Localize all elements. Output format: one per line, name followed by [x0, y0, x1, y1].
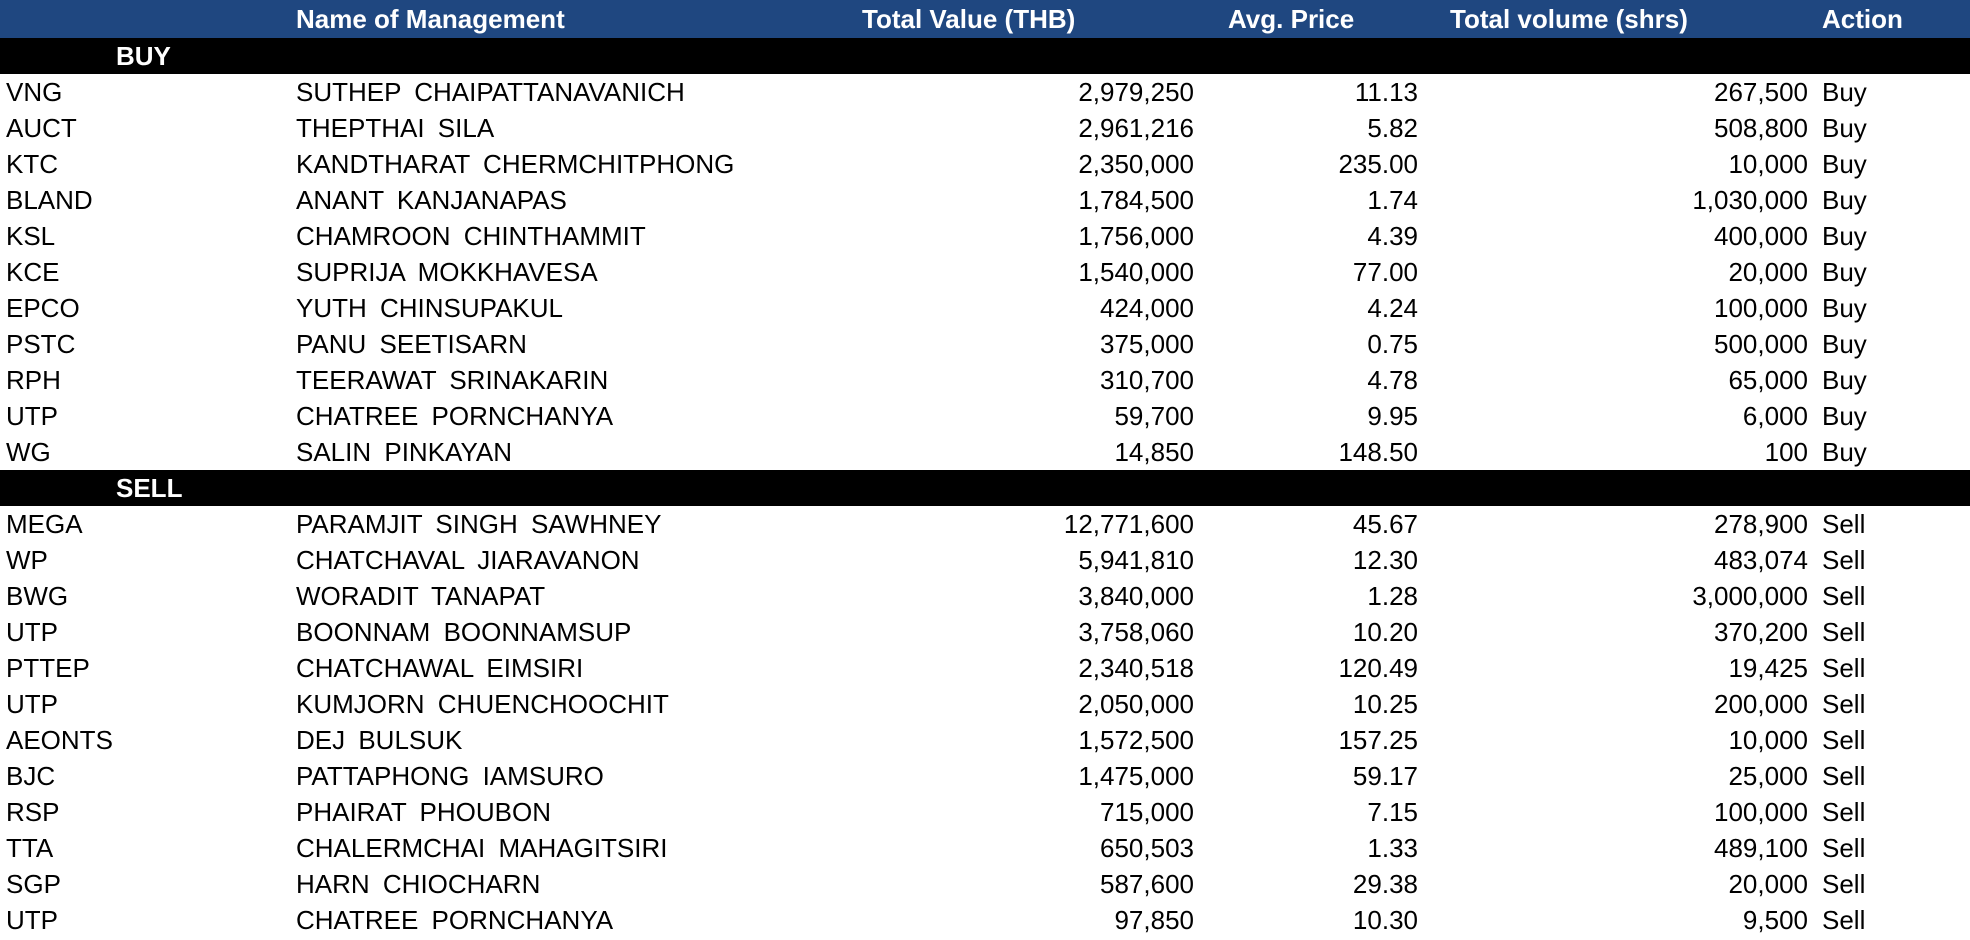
manager-name-cell: PATTAPHONG IAMSURO — [296, 760, 604, 791]
total-value-cell: 1,784,500 — [1078, 184, 1194, 215]
section-label-sell: SELL — [116, 472, 183, 503]
manager-name-cell: THEPTHAI SILA — [296, 112, 495, 143]
avg-price-cell: 1.74 — [1367, 184, 1418, 215]
ticker-cell: UTP — [6, 400, 58, 431]
avg-price-cell: 1.33 — [1367, 832, 1418, 863]
total-volume-cell: 500,000 — [1714, 328, 1808, 359]
total-value-cell: 375,000 — [1100, 328, 1194, 359]
avg-price-cell: 9.95 — [1367, 400, 1418, 431]
table-row — [0, 326, 1970, 362]
total-volume-cell: 10,000 — [1728, 724, 1808, 755]
table-row — [0, 434, 1970, 470]
table-row — [0, 290, 1970, 326]
action-cell: Buy — [1822, 328, 1867, 359]
total-volume-cell: 19,425 — [1728, 652, 1808, 683]
manager-name-cell: HARN CHIOCHARN — [296, 868, 541, 899]
total-volume-cell: 483,074 — [1714, 544, 1808, 575]
avg-price-cell: 77.00 — [1352, 256, 1418, 287]
table-row — [0, 902, 1970, 938]
total-value-cell: 3,840,000 — [1078, 580, 1194, 611]
action-cell: Buy — [1822, 400, 1867, 431]
ticker-cell: RPH — [6, 364, 61, 395]
total-volume-cell: 65,000 — [1728, 364, 1808, 395]
table-row — [0, 74, 1970, 110]
col-header-ticker — [0, 0, 296, 38]
action-cell: Sell — [1822, 652, 1866, 683]
avg-price-cell: 4.39 — [1367, 220, 1418, 251]
avg-price-cell: 10.30 — [1352, 904, 1418, 935]
section-label-buy: BUY — [116, 40, 171, 71]
action-cell: Buy — [1822, 292, 1867, 323]
avg-price-cell: 0.75 — [1367, 328, 1418, 359]
manager-name-cell: PANU SEETISARN — [296, 328, 527, 359]
total-volume-cell: 100 — [1764, 436, 1808, 467]
ticker-cell: WP — [6, 544, 48, 575]
total-volume-cell: 489,100 — [1714, 832, 1808, 863]
total-volume-cell: 3,000,000 — [1692, 580, 1808, 611]
manager-name-cell: SUPRIJA MOKKHAVESA — [296, 256, 598, 287]
ticker-cell: WG — [6, 436, 51, 467]
table-row — [0, 254, 1970, 290]
avg-price-cell: 4.24 — [1367, 292, 1418, 323]
ticker-cell: AEONTS — [6, 724, 113, 755]
ticker-cell: PSTC — [6, 328, 76, 359]
action-cell: Buy — [1822, 220, 1867, 251]
avg-price-cell: 45.67 — [1352, 508, 1418, 539]
total-value-cell: 1,475,000 — [1078, 760, 1194, 791]
total-volume-cell: 10,000 — [1728, 148, 1808, 179]
col-header-value: Total Value (THB) — [862, 3, 1076, 34]
action-cell: Sell — [1822, 616, 1866, 647]
table-row — [0, 686, 1970, 722]
total-volume-cell: 100,000 — [1714, 292, 1808, 323]
avg-price-cell: 11.13 — [1354, 76, 1418, 107]
avg-price-cell: 1.28 — [1367, 580, 1418, 611]
total-value-cell: 1,572,500 — [1078, 724, 1194, 755]
ticker-cell: AUCT — [6, 112, 77, 143]
total-volume-cell: 6,000 — [1742, 400, 1808, 431]
manager-name-cell: SUTHEP CHAIPATTANAVANICH — [296, 76, 685, 107]
ticker-cell: KTC — [6, 148, 58, 179]
table-row — [0, 542, 1970, 578]
total-volume-cell: 200,000 — [1714, 688, 1808, 719]
avg-price-cell: 148.50 — [1338, 436, 1418, 467]
action-cell: Sell — [1822, 544, 1866, 575]
total-volume-cell: 20,000 — [1728, 868, 1808, 899]
manager-name-cell: CHATREE PORNCHANYA — [296, 904, 614, 935]
ticker-cell: KSL — [6, 220, 56, 251]
manager-name-cell: CHATCHAWAL EIMSIRI — [296, 652, 584, 683]
total-volume-cell: 278,900 — [1714, 508, 1808, 539]
manager-name-cell: CHATCHAVAL JIARAVANON — [296, 544, 640, 575]
action-cell: Sell — [1822, 796, 1866, 827]
total-volume-cell: 100,000 — [1714, 796, 1808, 827]
table-row — [0, 722, 1970, 758]
total-value-cell: 14,850 — [1114, 436, 1194, 467]
total-value-cell: 2,961,216 — [1078, 112, 1194, 143]
total-volume-cell: 25,000 — [1728, 760, 1808, 791]
total-volume-cell: 370,200 — [1714, 616, 1808, 647]
ticker-cell: SGP — [6, 868, 61, 899]
total-value-cell: 2,050,000 — [1078, 688, 1194, 719]
ticker-cell: VNG — [6, 76, 63, 107]
header-row — [0, 0, 1970, 38]
col-header-price: Avg. Price — [1228, 3, 1355, 34]
ticker-cell: BJC — [6, 760, 56, 791]
action-cell: Buy — [1822, 76, 1867, 107]
manager-name-cell: ANANT KANJANAPAS — [296, 184, 567, 215]
section-row-sell — [0, 470, 1970, 506]
manager-name-cell: WORADIT TANAPAT — [296, 580, 546, 611]
avg-price-cell: 4.78 — [1367, 364, 1418, 395]
table-row — [0, 830, 1970, 866]
ticker-cell: BWG — [6, 580, 69, 611]
table-row — [0, 506, 1970, 542]
manager-name-cell: PHAIRAT PHOUBON — [296, 796, 551, 827]
total-value-cell: 97,850 — [1114, 904, 1194, 935]
total-value-cell: 1,756,000 — [1078, 220, 1194, 251]
ticker-cell: TTA — [6, 832, 54, 863]
avg-price-cell: 59.17 — [1352, 760, 1418, 791]
action-cell: Buy — [1822, 184, 1867, 215]
table-body — [0, 38, 1970, 938]
manager-name-cell: YUTH CHINSUPAKUL — [296, 292, 564, 323]
table-row — [0, 110, 1970, 146]
ticker-cell: MEGA — [6, 508, 83, 539]
avg-price-cell: 29.38 — [1352, 868, 1418, 899]
total-value-cell: 3,758,060 — [1078, 616, 1194, 647]
col-header-action: Action — [1822, 3, 1903, 34]
total-value-cell: 650,503 — [1100, 832, 1194, 863]
action-cell: Buy — [1822, 256, 1867, 287]
action-cell: Buy — [1822, 112, 1867, 143]
total-value-cell: 715,000 — [1100, 796, 1194, 827]
action-cell: Sell — [1822, 580, 1866, 611]
avg-price-cell: 10.25 — [1352, 688, 1418, 719]
action-cell: Buy — [1822, 148, 1867, 179]
col-header-volume: Total volume (shrs) — [1450, 3, 1688, 34]
table-row — [0, 794, 1970, 830]
section-row-buy — [0, 38, 1970, 74]
table-row — [0, 182, 1970, 218]
ticker-cell: UTP — [6, 688, 58, 719]
total-volume-cell: 1,030,000 — [1692, 184, 1808, 215]
manager-name-cell: CHATREE PORNCHANYA — [296, 400, 614, 431]
total-value-cell: 5,941,810 — [1078, 544, 1194, 575]
manager-name-cell: TEERAWAT SRINAKARIN — [296, 364, 609, 395]
avg-price-cell: 7.15 — [1367, 796, 1418, 827]
ticker-cell: PTTEP — [6, 652, 90, 683]
total-volume-cell: 400,000 — [1714, 220, 1808, 251]
avg-price-cell: 5.82 — [1367, 112, 1418, 143]
total-value-cell: 1,540,000 — [1078, 256, 1194, 287]
action-cell: Buy — [1822, 436, 1867, 467]
manager-name-cell: SALIN PINKAYAN — [296, 436, 512, 467]
action-cell: Sell — [1822, 724, 1866, 755]
manager-name-cell: BOONNAM BOONNAMSUP — [296, 616, 632, 647]
col-header-name: Name of Management — [296, 3, 565, 34]
total-volume-cell: 20,000 — [1728, 256, 1808, 287]
table-row — [0, 650, 1970, 686]
action-cell: Sell — [1822, 832, 1866, 863]
ticker-cell: UTP — [6, 616, 58, 647]
total-value-cell: 424,000 — [1100, 292, 1194, 323]
manager-name-cell: KUMJORN CHUENCHOOCHIT — [296, 688, 669, 719]
total-value-cell: 59,700 — [1114, 400, 1194, 431]
table-row — [0, 398, 1970, 434]
table-row — [0, 614, 1970, 650]
action-cell: Sell — [1822, 508, 1866, 539]
action-cell: Sell — [1822, 760, 1866, 791]
manager-name-cell: CHAMROON CHINTHAMMIT — [296, 220, 646, 251]
total-value-cell: 2,340,518 — [1078, 652, 1194, 683]
avg-price-cell: 12.30 — [1352, 544, 1418, 575]
manager-name-cell: KANDTHARAT CHERMCHITPHONG — [296, 148, 735, 179]
avg-price-cell: 10.20 — [1352, 616, 1418, 647]
manager-name-cell: DEJ BULSUK — [296, 724, 463, 755]
total-value-cell: 2,979,250 — [1078, 76, 1194, 107]
total-value-cell: 12,771,600 — [1063, 508, 1194, 539]
table-row — [0, 578, 1970, 614]
avg-price-cell: 120.49 — [1338, 652, 1418, 683]
ticker-cell: EPCO — [6, 292, 80, 323]
total-value-cell: 310,700 — [1100, 364, 1194, 395]
total-value-cell: 587,600 — [1100, 868, 1194, 899]
avg-price-cell: 235.00 — [1338, 148, 1418, 179]
ticker-cell: UTP — [6, 904, 58, 935]
table-row — [0, 218, 1970, 254]
manager-name-cell: PARAMJIT SINGH SAWHNEY — [296, 508, 662, 539]
total-volume-cell: 9,500 — [1742, 904, 1808, 935]
ticker-cell: RSP — [6, 796, 60, 827]
action-cell: Sell — [1822, 904, 1866, 935]
table-row — [0, 362, 1970, 398]
table-row — [0, 146, 1970, 182]
total-value-cell: 2,350,000 — [1078, 148, 1194, 179]
table-row — [0, 758, 1970, 794]
action-cell: Sell — [1822, 688, 1866, 719]
table-row — [0, 866, 1970, 902]
ticker-cell: KCE — [6, 256, 60, 287]
total-volume-cell: 267,500 — [1714, 76, 1808, 107]
manager-name-cell: CHALERMCHAI MAHAGITSIRI — [296, 832, 668, 863]
ticker-cell: BLAND — [6, 184, 93, 215]
avg-price-cell: 157.25 — [1338, 724, 1418, 755]
total-volume-cell: 508,800 — [1714, 112, 1808, 143]
action-cell: Buy — [1822, 364, 1867, 395]
action-cell: Sell — [1822, 868, 1866, 899]
